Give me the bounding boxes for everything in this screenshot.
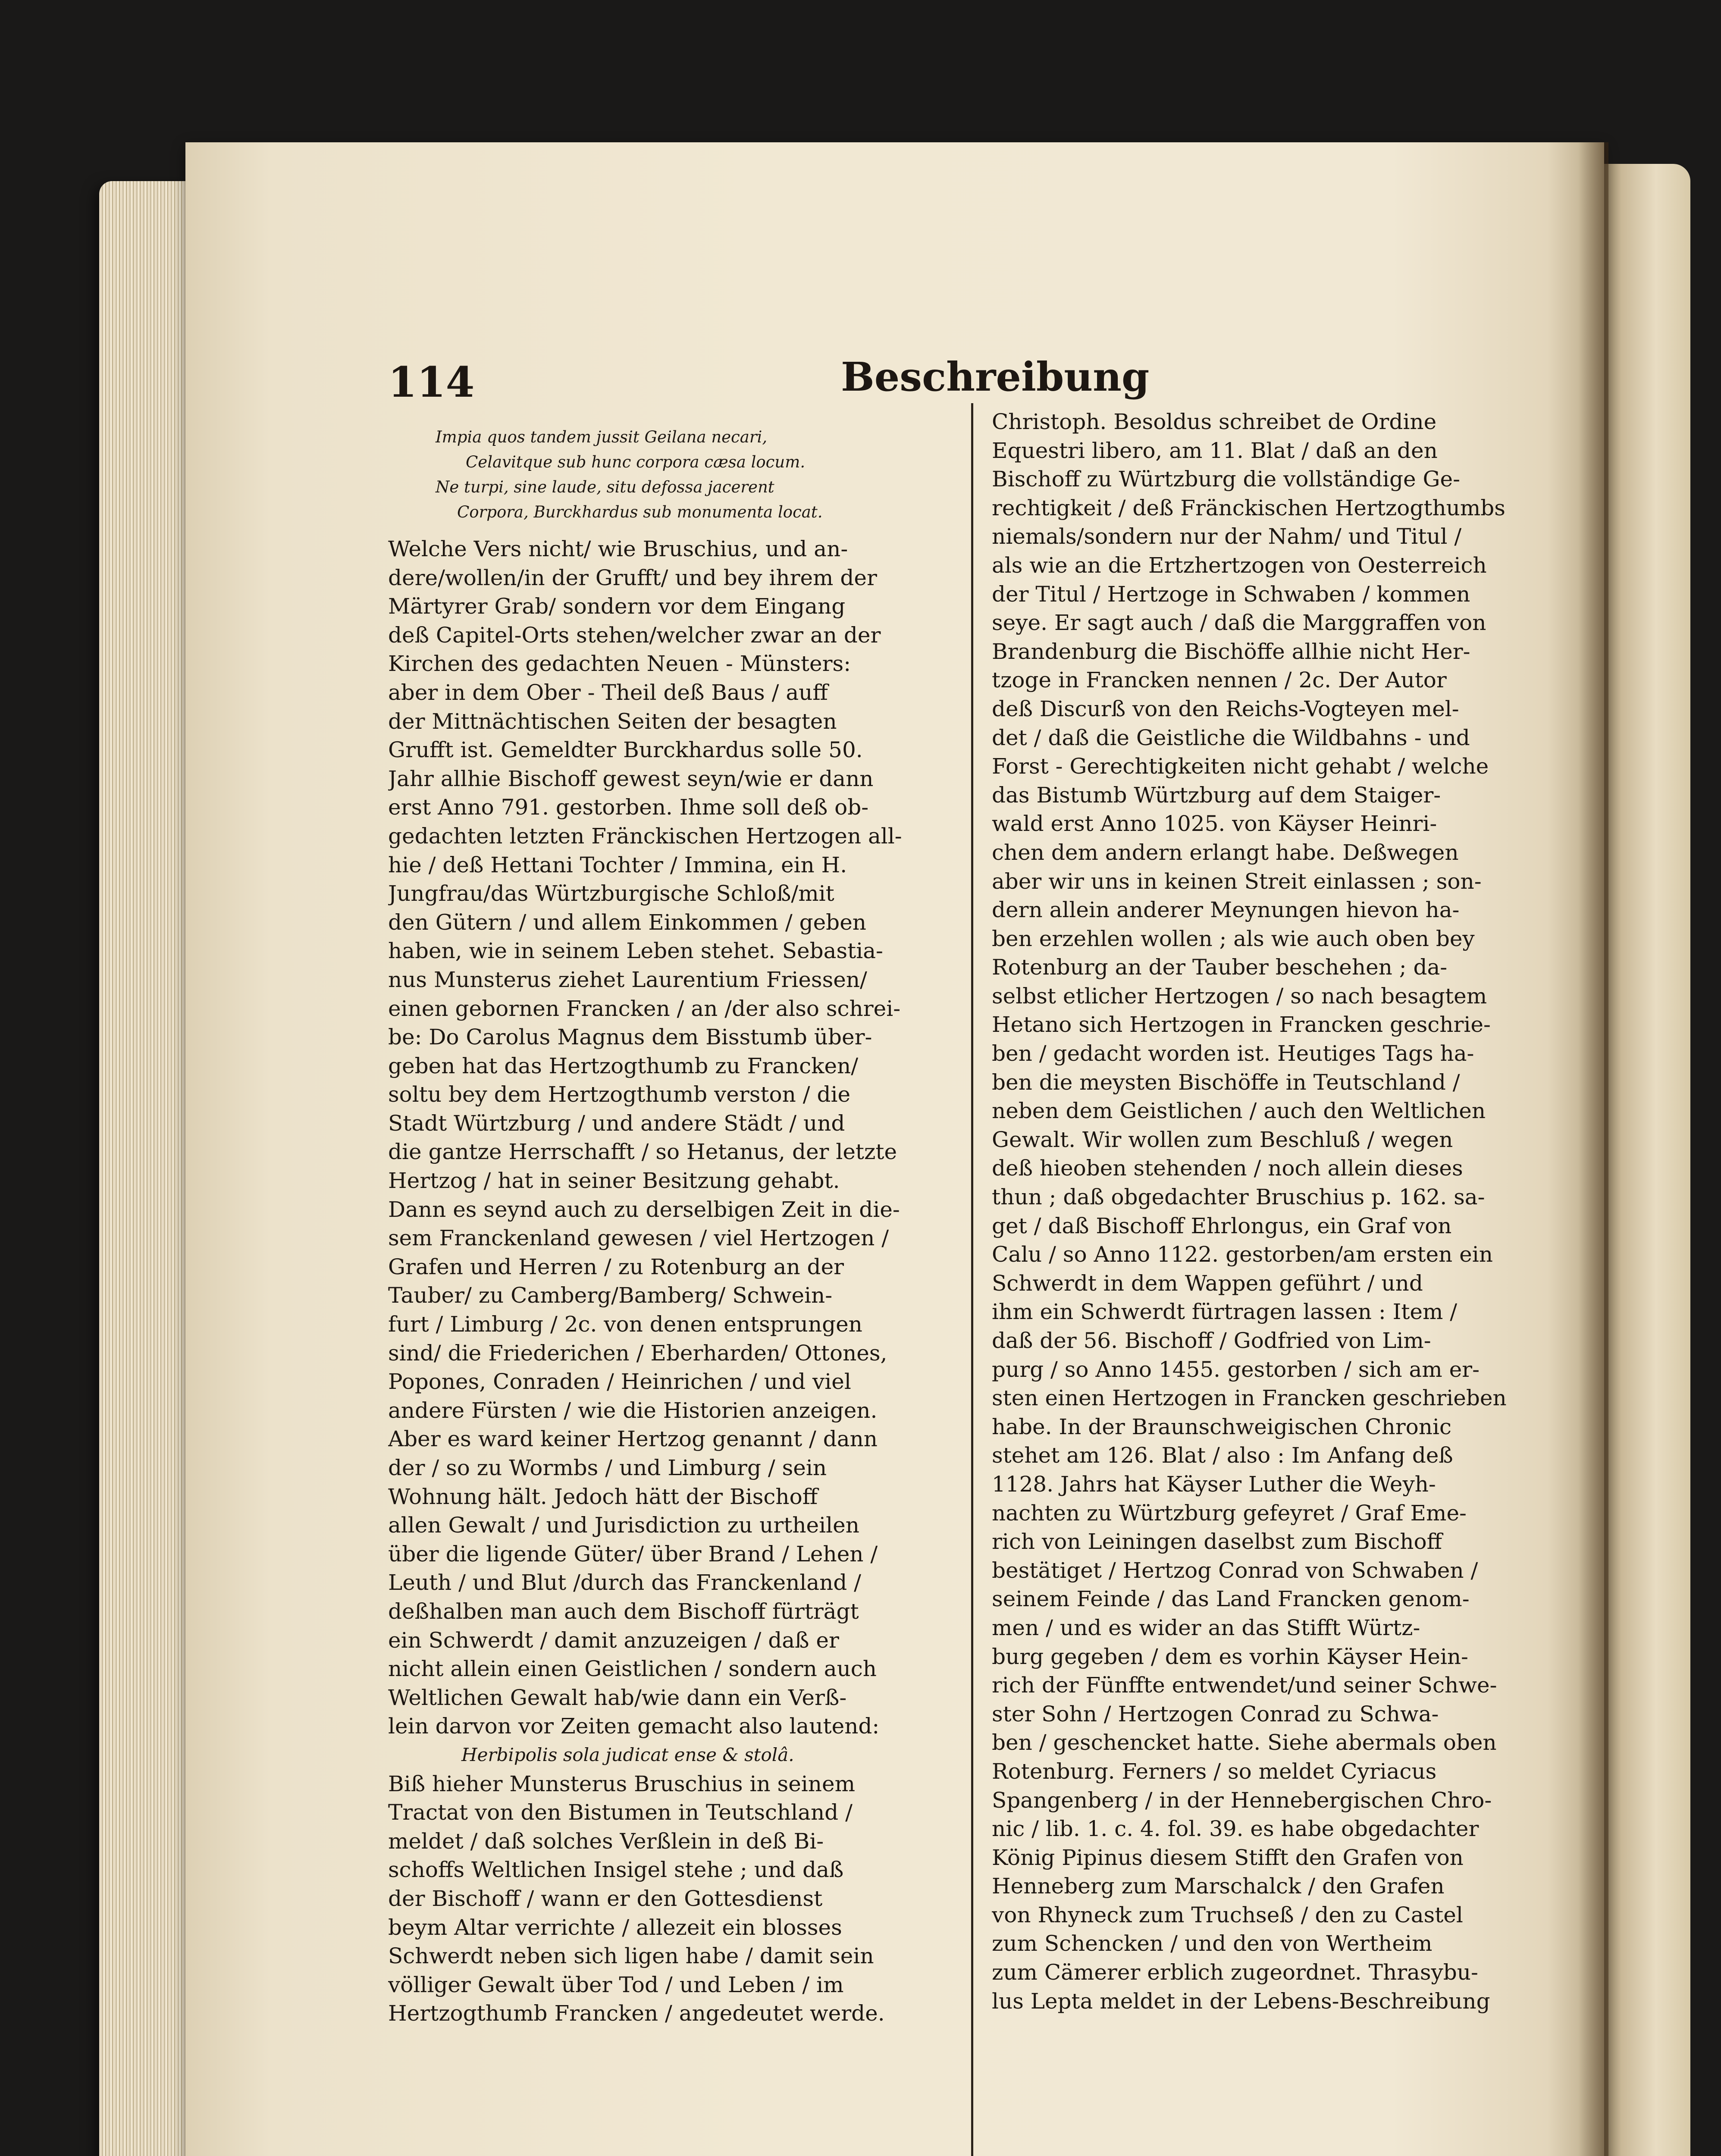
text-line: Jungfrau/das Würtzburgische Schloß/mit (388, 881, 834, 906)
text-line: Rotenburg. Ferners / so meldet Cyriacus (992, 1758, 1437, 1784)
text-line: chen dem andern erlangt habe. Deßwegen (992, 840, 1459, 865)
text-line: lein darvon vor Zeiten gemacht also lautend: (388, 1714, 880, 1739)
text-line: get / daß Bischoff Ehrlongus, ein Graf von (992, 1213, 1452, 1238)
text-line: Bischoff zu Würtzburg die vollständige Ge- (992, 467, 1460, 492)
text-line: über die ligende Güter/ über Brand / Lehen / (388, 1541, 878, 1567)
text-line: gedachten letzten Fränckischen Hertzogen all- (388, 823, 902, 849)
text-line: Leuth / und Blut /durch das Franckenland / (388, 1570, 862, 1595)
text-line: daß der 56. Bischoff / Godfried von Lim- (992, 1328, 1431, 1353)
text-line: meldet / daß solches Verßlein in deß Bi- (388, 1828, 824, 1854)
text-line: deßhalben man auch dem Bischoff fürträgt (388, 1598, 859, 1624)
text-line: deß Discurß von den Reichs-Vogteyen mel- (992, 696, 1459, 721)
text-line: seinem Feinde / das Land Francken genom- (992, 1586, 1470, 1612)
text-line: schoffs Weltlichen Insigel stehe ; und daß (388, 1857, 844, 1883)
verse-line: Celavitque sub hunc corpora cæsa locum. (466, 453, 806, 471)
text-line: Hertzog / hat in seiner Besitzung gehabt. (388, 1168, 840, 1194)
text-line: ben / geschencket hatte. Siehe abermals oben (992, 1730, 1497, 1755)
text-line: Tractat von den Bistumen in Teutschland / (388, 1800, 853, 1825)
text-line: zum Schencken / und den von Wertheim (992, 1931, 1433, 1956)
text-line: Stadt Würtzburg / und andere Städt / und (388, 1110, 845, 1136)
text-line: Grufft ist. Gemeldter Burckhardus solle 50. (388, 737, 863, 763)
text-line: ein Schwerdt / damit anzuzeigen / daß er (388, 1627, 839, 1653)
verse-line: Corpora, Burckhardus sub monumenta locat. (457, 503, 823, 521)
text-line: deß Capitel-Orts stehen/welcher zwar an der (388, 622, 881, 648)
text-line: Spangenberg / in der Hennebergischen Chro- (992, 1787, 1492, 1813)
text-line: bestätiget / Hertzog Conrad von Schwaben / (992, 1557, 1478, 1583)
text-line: dern allein anderer Meynungen hievon ha- (992, 897, 1460, 923)
text-line: andere Fürsten / wie die Historien anzeigen. (388, 1398, 878, 1423)
text-line: burg gegeben / dem es vorhin Käyser Hein- (992, 1644, 1468, 1669)
text-line: be: Do Carolus Magnus dem Bisstumb über- (388, 1025, 872, 1050)
text-line: habe. In der Braunschweigischen Chronic (992, 1414, 1451, 1439)
text-line: ben erzehlen wollen ; als wie auch oben bey (992, 926, 1475, 951)
text-line: Schwerdt in dem Wappen geführt / und (992, 1270, 1423, 1296)
text-line: wald erst Anno 1025. von Käyser Heinri- (992, 811, 1437, 837)
text-line: seye. Er sagt auch / daß die Marggraffen von (992, 610, 1486, 636)
text-line: men / und es wider an das Stifft Würtz- (992, 1615, 1420, 1640)
verse-line: Ne turpi, sine laude, situ defossa jacerent (436, 478, 774, 496)
text-line: Hetano sich Hertzogen in Francken geschrie- (992, 1012, 1491, 1037)
text-line: allen Gewalt / und Jurisdiction zu urtheilen (388, 1513, 859, 1538)
text-line: Welche Vers nicht/ wie Bruschius, und an- (388, 536, 848, 561)
text-line: lus Lepta meldet in der Lebens-Beschreibung (992, 1988, 1490, 2014)
text-line: deß hieoben stehenden / noch allein dieses (992, 1156, 1463, 1181)
text-line: von Rhyneck zum Truchseß / den zu Castel (992, 1902, 1463, 1927)
latin-verse (436, 425, 918, 525)
text-line: Brandenburg die Bischöffe allhie nicht Her- (992, 639, 1470, 664)
text-line: erst Anno 791. gestorben. Ihme soll deß ob- (388, 795, 869, 820)
text-line: ster Sohn / Hertzogen Conrad zu Schwa- (992, 1701, 1439, 1727)
text-line: selbst etlicher Hertzogen / so nach besagtem (992, 983, 1487, 1009)
text-line: Popones, Conraden / Heinrichen / und viel (388, 1369, 851, 1395)
column-rule (971, 403, 973, 2156)
text-line: Aber es ward keiner Hertzog genannt / dann (388, 1426, 878, 1452)
text-line: sind/ die Friederichen / Eberharden/ Ottones, (388, 1340, 887, 1366)
text-line: aber wir uns in keinen Streit einlassen ; son- (992, 868, 1482, 894)
text-line: Dann es seynd auch zu derselbigen Zeit in die- (388, 1197, 900, 1222)
text-line: der Mittnächtischen Seiten der besagten (388, 708, 837, 734)
motto-line: Herbipolis sola judicat ense & stolâ. (461, 1744, 794, 1765)
text-line: neben dem Geistlichen / auch den Weltlichen (992, 1098, 1486, 1124)
text-line: Tauber/ zu Camberg/Bamberg/ Schwein- (388, 1283, 833, 1308)
page-block-edge (99, 181, 190, 2156)
text-line: der / so zu Wormbs / und Limburg / sein (388, 1455, 827, 1480)
text-line: Rotenburg an der Tauber beschehen ; da- (992, 955, 1448, 980)
text-line: Kirchen des gedachten Neuen - Münsters: (388, 651, 851, 677)
text-line: beym Altar verrichte / allezeit ein blosses (388, 1915, 842, 1940)
text-line: 1128. Jahrs hat Käyser Luther die Weyh- (992, 1471, 1436, 1497)
text-line: soltu bey dem Hertzogthumb verston / die (388, 1082, 851, 1107)
text-line: sten einen Hertzogen in Francken geschrieben (992, 1385, 1507, 1411)
text-line: Christoph. Besoldus schreibet de Ordine (992, 409, 1437, 434)
text-line: nus Munsterus ziehet Laurentium Friessen/ (388, 967, 867, 992)
text-line: nachten zu Würtzburg gefeyret / Graf Eme- (992, 1500, 1467, 1526)
text-line: als wie an die Ertzhertzogen von Oesterreich (992, 552, 1487, 578)
text-line: Schwerdt neben sich ligen habe / damit sein (388, 1943, 874, 1969)
running-head: Beschreibung (841, 354, 1150, 400)
text-line: thun ; daß obgedachter Bruschius p. 162. sa- (992, 1185, 1485, 1210)
text-line: ben / gedacht worden ist. Heutiges Tags ha- (992, 1041, 1474, 1066)
facing-page-edge (1604, 164, 1690, 2156)
text-line: Wohnung hält. Jedoch hätt der Bischoff (388, 1484, 818, 1509)
text-line: rechtigkeit / deß Fränckischen Hertzogthumbs (992, 495, 1505, 520)
text-line: Calu / so Anno 1122. gestorben/am ersten ein (992, 1242, 1493, 1267)
text-line: die gantze Herrschafft / so Hetanus, der letzte (388, 1139, 897, 1165)
text-line: Jahr allhie Bischoff gewest seyn/wie er dann (388, 766, 874, 791)
text-line: der Titul / Hertzoge in Schwaben / kommen (992, 581, 1470, 607)
text-line: Gewalt. Wir wollen zum Beschluß / wegen (992, 1127, 1453, 1152)
text-line: stehet am 126. Blat / also : Im Anfang deß (992, 1443, 1453, 1468)
text-line: einen gebornen Francken / an /der also schrei- (388, 996, 901, 1021)
page-number: 114 (388, 358, 475, 407)
text-line: Weltlichen Gewalt hab/wie dann ein Verß- (388, 1685, 847, 1710)
verse-line: Impia quos tandem jussit Geilana necari, (436, 428, 768, 446)
text-line: ihm ein Schwerdt fürtragen lassen : Item / (992, 1299, 1458, 1325)
text-line: haben, wie in seinem Leben stehet. Sebastia- (388, 938, 883, 964)
left-column (388, 535, 962, 2028)
text-line: das Bistumb Würtzburg auf dem Staiger- (992, 782, 1441, 808)
text-line: niemals/sondern nur der Nahm/ und Titul / (992, 524, 1462, 549)
text-line: völliger Gewalt über Tod / und Leben / im (388, 1972, 844, 1997)
text-line: Forst - Gerechtigkeiten nicht gehabt / welche (992, 754, 1489, 779)
right-column (992, 407, 1516, 2015)
text-line: Henneberg zum Marschalck / den Grafen (992, 1874, 1445, 1899)
text-line: der Bischoff / wann er den Gottesdienst (388, 1886, 823, 1911)
text-line: Märtyrer Grab/ sondern vor dem Eingang (388, 594, 846, 619)
text-line: zum Cämerer erblich zugeordnet. Thrasybu- (992, 1960, 1478, 1985)
text-line: sem Franckenland gewesen / viel Hertzogen / (388, 1225, 889, 1251)
text-line: Biß hieher Munsterus Bruschius in seinem (388, 1771, 855, 1796)
text-line: nic / lib. 1. c. 4. fol. 39. es habe obgedachter (992, 1816, 1479, 1842)
gutter-shadow (1578, 142, 1608, 2156)
text-line: geben hat das Hertzogthumb zu Francken/ (388, 1053, 859, 1078)
text-line: purg / so Anno 1455. gestorben / sich am er- (992, 1357, 1480, 1382)
text-line: nicht allein einen Geistlichen / sondern auch (388, 1656, 877, 1682)
text-line: rich von Leiningen daselbst zum Bischoff (992, 1529, 1442, 1554)
text-line: furt / Limburg / 2c. von denen entsprungen (388, 1312, 862, 1337)
text-line: aber in dem Ober - Theil deß Baus / auff (388, 680, 828, 705)
text-line: den Gütern / und allem Einkommen / geben (388, 909, 866, 935)
text-line: König Pipinus diesem Stifft den Grafen von (992, 1845, 1464, 1870)
text-line: dere/wollen/in der Grufft/ und bey ihrem der (388, 565, 877, 590)
text-line: rich der Fünffte entwendet/und seiner Schwe- (992, 1673, 1497, 1698)
text-line: ben die meysten Bischöffe in Teutschland / (992, 1069, 1460, 1095)
text-line: det / daß die Geistliche die Wildbahns - und (992, 725, 1470, 750)
text-line: Hertzogthumb Francken / angedeutet werde. (388, 2001, 885, 2026)
text-line: hie / deß Hettani Tochter / Immina, ein H. (388, 852, 847, 877)
text-line: Equestri libero, am 11. Blat / daß an den (992, 438, 1438, 463)
text-line: tzoge in Francken nennen / 2c. Der Autor (992, 667, 1447, 693)
text-line: Grafen und Herren / zu Rotenburg an der (388, 1254, 844, 1279)
